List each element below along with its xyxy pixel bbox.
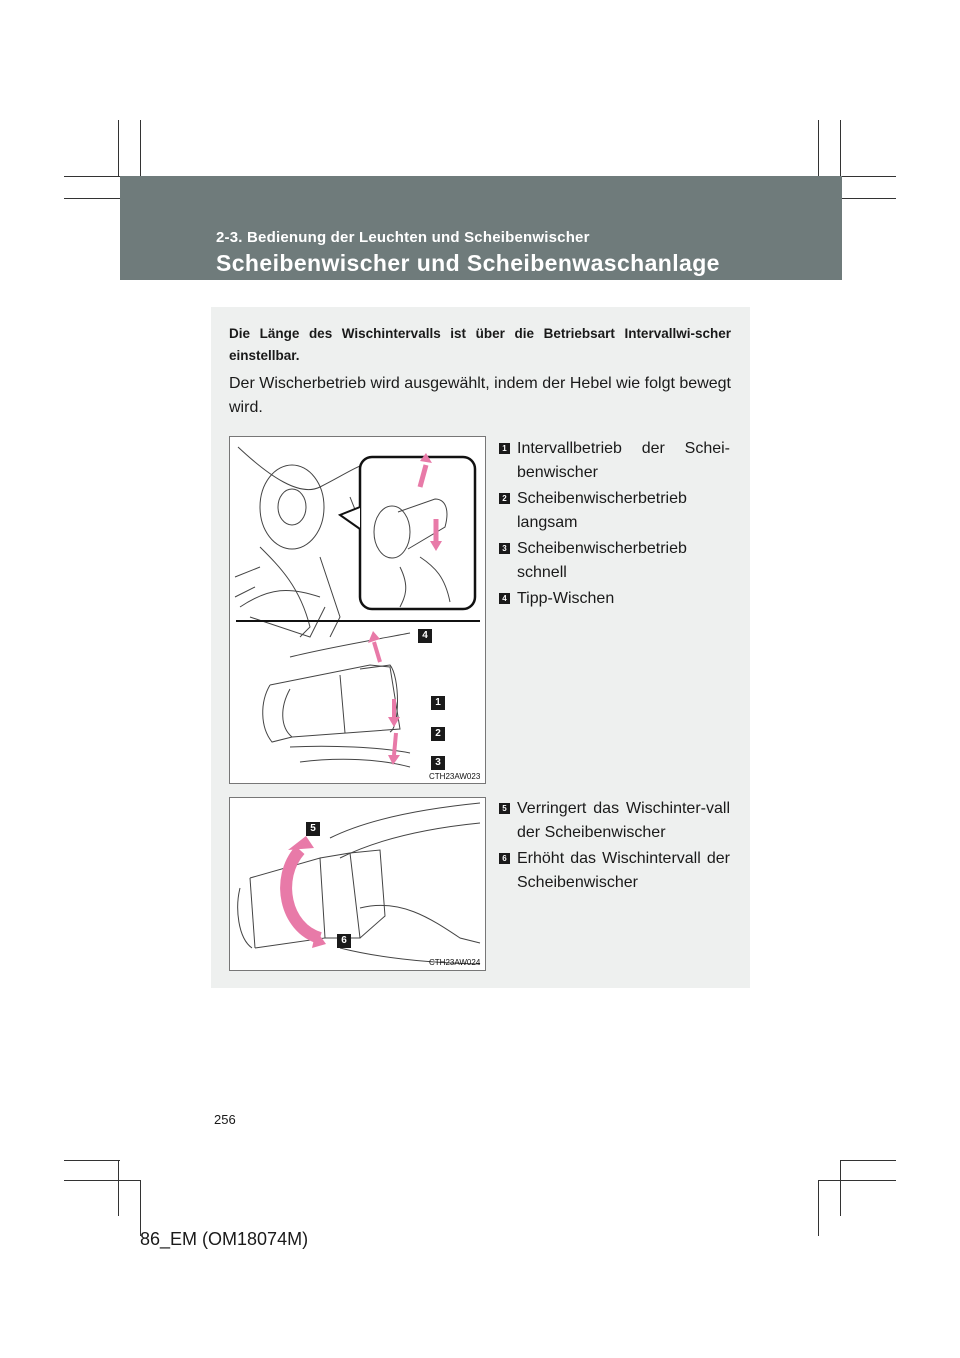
list-item xyxy=(498,797,730,845)
item-text: Tipp-Wischen xyxy=(517,590,615,607)
crop-mark xyxy=(818,120,819,176)
item-number-badge: 6 xyxy=(499,853,510,864)
interval-list xyxy=(498,797,730,897)
figure-interval-adjust xyxy=(229,797,486,971)
list-item xyxy=(498,487,730,535)
callout-label: 3 xyxy=(431,756,445,770)
body-paragraph: Der Wischerbetrieb wird ausgewählt, indem der Hebel wie folgt bewegt wird. xyxy=(229,375,731,416)
interval-ring-illustration xyxy=(230,798,485,970)
callout-label: 1 xyxy=(431,696,445,710)
crop-mark xyxy=(818,1180,819,1236)
crop-mark xyxy=(118,120,119,176)
list-item xyxy=(498,587,730,611)
crop-mark xyxy=(64,1180,140,1181)
item-number-badge: 3 xyxy=(499,543,510,554)
item-number-badge: 1 xyxy=(499,443,510,454)
item-number-badge: 4 xyxy=(499,593,510,604)
item-number-badge: 5 xyxy=(499,803,510,814)
list-item xyxy=(498,437,730,485)
item-text: Intervallbetrieb der Schei-benwischer xyxy=(517,440,730,481)
chapter-header xyxy=(120,176,842,280)
item-text: Verringert das Wischinter-vall der Scheibenwischer xyxy=(517,800,730,841)
list-item xyxy=(498,537,730,585)
crop-mark xyxy=(118,1160,119,1216)
callout-label: 5 xyxy=(306,822,320,836)
callout-label: 2 xyxy=(431,727,445,741)
callout-label: 4 xyxy=(418,629,432,643)
item-text: Scheibenwischerbetrieb schnell xyxy=(517,540,687,581)
crop-mark xyxy=(840,120,841,176)
wiper-lever-illustration xyxy=(230,437,485,783)
crop-mark xyxy=(140,1180,141,1236)
figure-code: CTH23AW023 xyxy=(429,772,481,781)
crop-mark xyxy=(840,1160,896,1161)
crop-mark xyxy=(842,198,896,199)
section-title: 2-3. Bedienung der Leuchten und Scheibenwischer xyxy=(216,229,590,246)
crop-mark xyxy=(140,120,141,176)
list-item xyxy=(498,847,730,895)
figure-code: CTH23AW024 xyxy=(429,958,481,967)
crop-mark xyxy=(818,1180,896,1181)
intro-text: Die Länge des Wischintervalls ist über die Betriebsart Intervallwi-scher einstellbar. xyxy=(229,326,731,363)
crop-mark xyxy=(64,198,120,199)
content-panel xyxy=(211,307,750,988)
item-number-badge: 2 xyxy=(499,493,510,504)
crop-mark xyxy=(840,1160,841,1216)
page-number: 256 xyxy=(214,1112,236,1127)
crop-mark xyxy=(64,1160,120,1161)
page-title: Scheibenwischer und Scheibenwaschanlage xyxy=(216,250,720,276)
crop-mark xyxy=(842,176,896,177)
callout-label: 6 xyxy=(337,934,351,948)
item-text: Scheibenwischerbetrieb langsam xyxy=(517,490,687,531)
document-code: 86_EM (OM18074M) xyxy=(140,1229,309,1249)
crop-mark xyxy=(64,176,120,177)
mode-list xyxy=(498,437,730,613)
item-text: Erhöht das Wischintervall der Scheibenwischer xyxy=(517,850,730,891)
figure-wiper-lever-modes xyxy=(229,436,486,784)
